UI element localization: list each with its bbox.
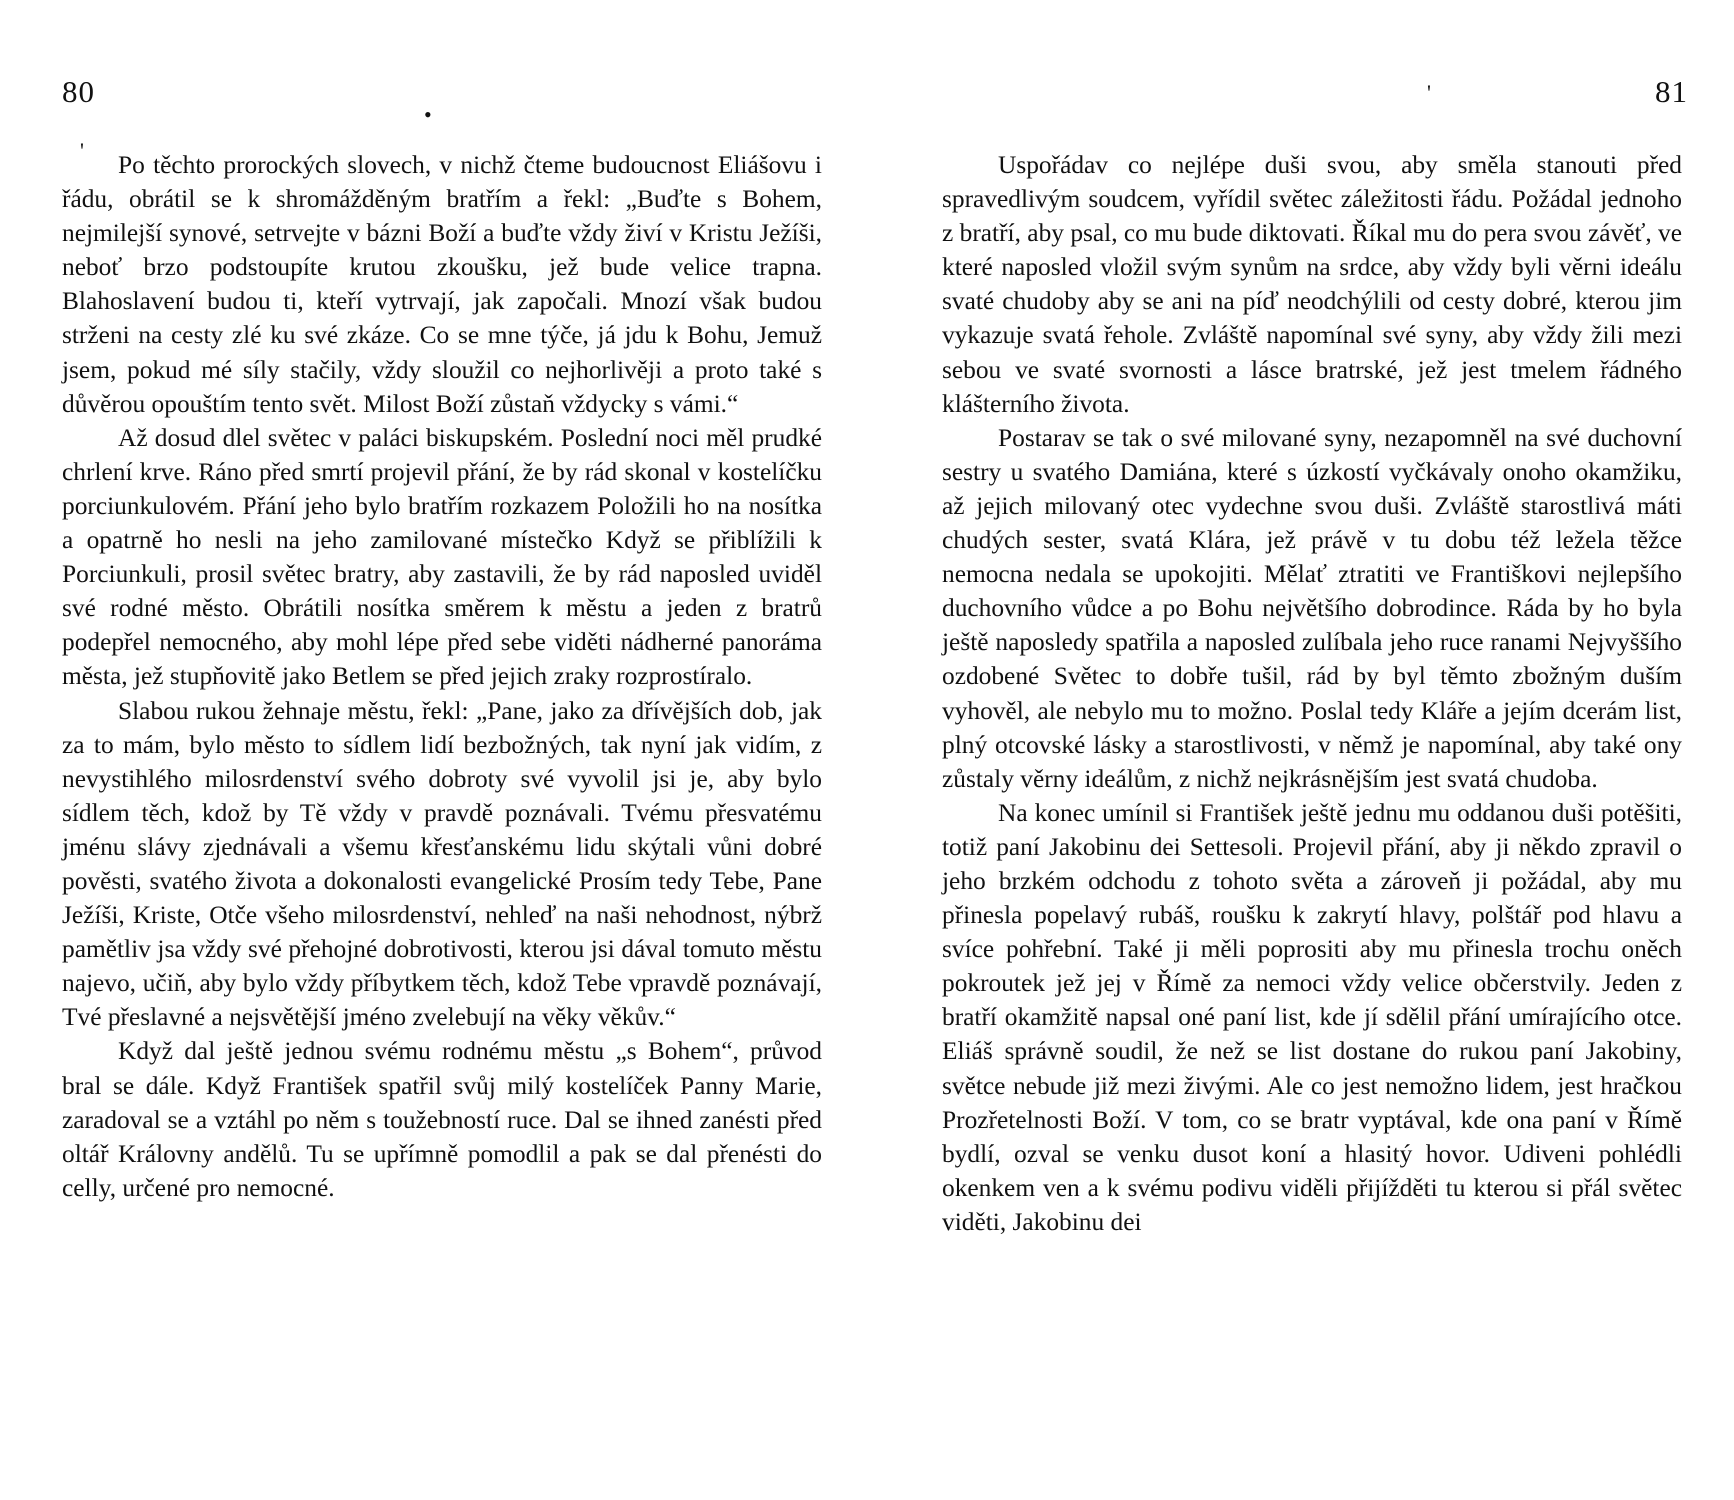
page-number-right: 81 (1655, 74, 1688, 109)
page-number-left: 80 (62, 74, 95, 109)
paragraph: Po těchto prorockých slovech, v nichž čteme budoucnost Eliášovu i řádu, obrátil se k shromážděným bratřím a řekl: „Buďte s Bohem, nejmilejší synové, setrvejte v bázni Boží a buďte vždy živí v Kristu Ježíši, neboť brzo podstoupíte krutou zkoušku, jež bude velice trapna. Blahoslavení budou ti, kteří vytrvají, jak započali. Mnozí však budou strženi na cesty zlé ku své zkáze. Co se mne týče, já jdu k Bohu, Jemuž jsem, pokud mé síly stačily, vždy sloužil co nejhorlivěji a proto také s důvěrou opouštím tento svět. Milost Boží zůstaň vždycky s vámi.“ (62, 151, 822, 418)
paragraph: Uspořádav co nejlépe duši svou, aby směla stanouti před spravedlivým soudcem, vyřídil světec záležitosti řádu. Požádal jednoho z bratří, aby psal, co mu bude diktovati. Říkal mu do pera svou závěť, ve které naposled vložil svým synům na srdce, aby vždy byli věrni ideálu svaté chudoby aby se ani na píď neodchýlili od cesty dobré, kterou jim vykazuje svatá řehole. Zvláště napomínal své syny, aby vždy žili mezi sebou ve svaté svornosti a lásce bratrské, jež jest tmelem řádného klášterního života. (942, 151, 1682, 418)
print-speck: • (424, 102, 432, 127)
left-text-column (62, 148, 822, 1205)
paragraph: Až dosud dlel světec v paláci biskupském. Poslední noci měl prudké chrlení krve. Ráno před smrtí projevil přání, že by rád skonal v kostelíčku porciunkulovém. Přání jeho bylo bratřím rozkazem Položili ho na nosítka a opatrně ho nesli na jeho zamilované místečko Když se přiblížili k Porciunkuli, prosil světec bratry, aby zastavili, že by rád naposled uviděl své rodné město. Obrátili nosítka směrem k městu a jeden z bratrů podepřel nemocného, aby mohl lépe před sebe viděti nádherné panoráma města, jež stupňovitě jako Betlem se před jejich zraky rozprostíralo. (62, 423, 822, 691)
paragraph: Postarav se tak o své milované syny, nezapomněl na své duchovní sestry u svatého Damiána, které s úzkostí vyčkávaly onoho okamžiku, až jejich milovaný otec vydechne svou duši. Zvláště starostlivá máti chudých sester, svatá Klára, jež právě v tu dobu též ležela těžce nemocna nedala se upokojiti. Mělať ztratiti ve Františkovi nejlepšího duchovního vůdce a po Bohu největšího dobrodince. Ráda by ho byla ještě naposledy spatřila a naposled zulíbala jeho ruce ranami Nejvyššího ozdobené Světec to dobře tušil, rád by byl těmto zbožným duším vyhověl, ale nebylo mu to možno. Poslal tedy Kláře a jejím dcerám list, plný otcovské lásky a starostlivosti, v němž je napomínal, aby také ony zůstaly věrny ideálům, z nichž nejkrásnějším jest svatá chudoba. (942, 423, 1682, 793)
print-speck: ' (80, 138, 84, 163)
right-text-column (942, 148, 1682, 1239)
print-speck: ' (1427, 80, 1431, 105)
paragraph: Když dal ještě jednou svému rodnému městu „s Bohem“, průvod bral se dále. Když František spatřil svůj milý kostelíček Panny Marie, zaradoval se a vztáhl po něm s toužebností ruce. Dal se ihned zanésti před oltář Královny andělů. Tu se upřímně pomodlil a pak se dal přenésti do celly, určené pro nemocné. (62, 1037, 822, 1202)
paragraph: Slabou rukou žehnaje městu, řekl: „Pane, jako za dřívějších dob, jak za to mám, bylo město to sídlem lidí bezbožných, tak nyní jak vidím, z nevystihlého milosrdenství svého dobroty své vyvolil jsi je, aby bylo sídlem těch, kdož by Tě vždy v pravdě poznávali. Tvému přesvatému jménu slávy zjednávali a všemu křesťanskému lidu skýtali vůni dobré pověsti, svatého života a dokonalosti evangelické Prosím tedy Tebe, Pane Ježíši, Kriste, Otče všeho milosrdenství, nehleď na naši nehodnost, nýbrž pamětliv jsa vždy své přehojné dobrotivosti, kterou jsi dával tomuto městu najevo, učiň, aby bylo vždy příbytkem těch, kdož Tebe vpravdě poznávají, Tvé přeslavné a nejsvětější jméno zvelebují na věky věkův.“ (62, 696, 822, 1032)
paragraph: Na konec umínil si František ještě jednu mu oddanou duši potěšiti, totiž paní Jakobinu dei Settesoli. Projevil přání, aby ji někdo zpravil o jeho brzkém odchodu z tohoto světa a zároveň ji požádal, aby mu přinesla popelavý rubáš, roušku k zakrytí hlavy, polštář pod hlavu a svíce pohřební. Také ji měli poprositi aby mu přinesla trochu oněch pokroutek jež jej v Římě za nemoci vždy velice občerstvily. Jeden z bratří okamžitě napsal oné paní list, kde jí sdělil přání umírajícího otce. Eliáš správně soudil, že než se list dostane do rukou paní Jakobiny, světce nebude již mezi živými. Ale co jest nemožno lidem, jest hračkou Prozřetelnosti Boží. V tom, co se bratr vyptával, kde ona paní v Římě bydlí, ozval se venku dusot koní a hlasitý hovor. Udiveni pohlédli okenkem ven a k svému podivu viděli přijížděti tu kterou si přál světec viděti, Jakobinu dei (942, 798, 1682, 1236)
